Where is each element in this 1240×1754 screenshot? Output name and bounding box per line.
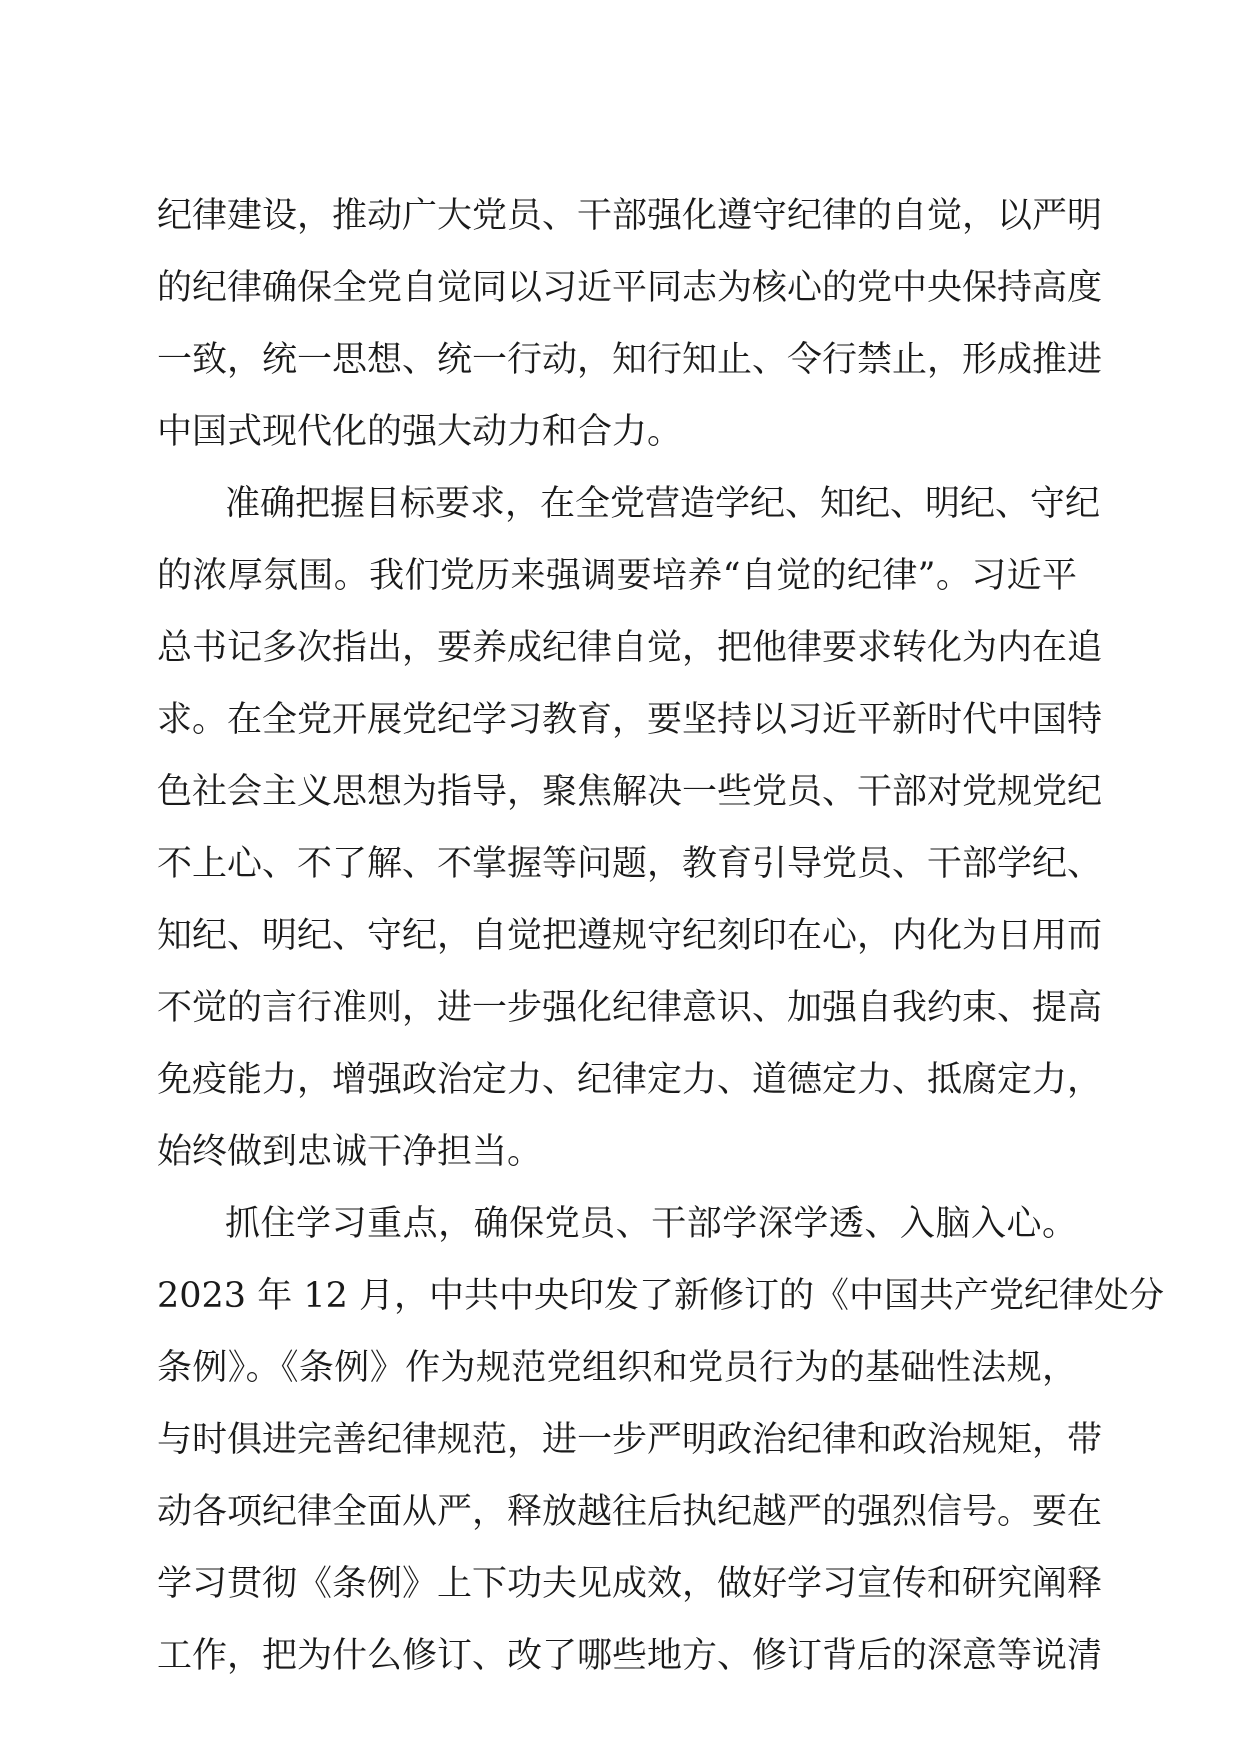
text-line: 条例》。《条例》作为规范党组织和党员行为的基础性法规， xyxy=(157,1348,1077,1388)
text-line: 总书记多次指出，要养成纪律自觉，把他律要求转化为内在追 xyxy=(157,628,1103,668)
text-line: 的浓厚氛围。我们党历来强调要培养“自觉的纪律”。习近平 xyxy=(157,556,1077,596)
text-line: 求。在全党开展党纪学习教育，要坚持以习近平新时代中国特 xyxy=(157,700,1103,740)
text-line: 始终做到忠诚干净担当。 xyxy=(157,1132,543,1172)
text-line: 一致，统一思想、统一行动，知行知止、令行禁止，形成推进 xyxy=(157,340,1103,380)
text-line: 不觉的言行准则，进一步强化纪律意识、加强自我约束、提高 xyxy=(157,988,1103,1028)
text-line: 纪律建设，推动广大党员、干部强化遵守纪律的自觉，以严明 xyxy=(157,196,1103,236)
body-text xyxy=(157,180,1164,1692)
paragraph-first-line: 抓住学习重点，确保党员、干部学深学透、入脑入心。 xyxy=(225,1204,1077,1244)
text-line: 色社会主义思想为指导，聚焦解决一些党员、干部对党规党纪 xyxy=(157,772,1103,812)
text-line: 工作，把为什么修订、改了哪些地方、修订背后的深意等说清 xyxy=(157,1636,1103,1676)
text-line: 知纪、明纪、守纪，自觉把遵规守纪刻印在心，内化为日用而 xyxy=(157,916,1103,956)
paragraph-first-line: 准确把握目标要求，在全党营造学纪、知纪、明纪、守纪 xyxy=(225,484,1101,524)
text-line: 中国式现代化的强大动力和合力。 xyxy=(157,412,683,452)
text-line: 学习贯彻《条例》上下功夫见成效，做好学习宣传和研究阐释 xyxy=(157,1564,1103,1604)
text-line: 动各项纪律全面从严，释放越往后执纪越严的强烈信号。要在 xyxy=(157,1492,1103,1532)
text-line: 免疫能力，增强政治定力、纪律定力、道德定力、抵腐定力， xyxy=(157,1060,1103,1100)
text-line: 的纪律确保全党自觉同以习近平同志为核心的党中央保持高度 xyxy=(157,268,1103,308)
text-line: 与时俱进完善纪律规范，进一步严明政治纪律和政治规矩，带 xyxy=(157,1420,1103,1460)
text-line: 不上心、不了解、不掌握等问题，教育引导党员、干部学纪、 xyxy=(157,844,1103,884)
text-line: 2023 年 12 月，中共中央印发了新修订的《中国共产党纪律处分 xyxy=(157,1276,1164,1316)
